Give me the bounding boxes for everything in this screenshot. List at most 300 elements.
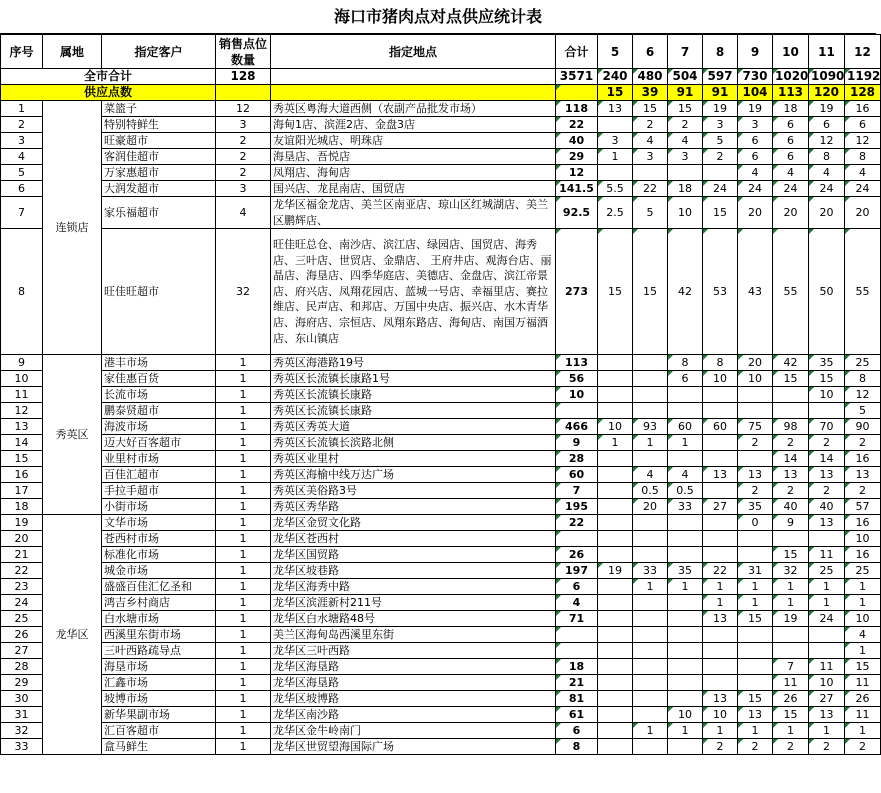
month-value-cell[interactable]: 10: [809, 675, 845, 691]
month-value-cell[interactable]: [809, 531, 845, 547]
month-value-cell[interactable]: 4: [738, 165, 773, 181]
month-value-cell[interactable]: 5: [845, 403, 881, 419]
month-value-cell[interactable]: 13: [703, 691, 738, 707]
row-number-cell[interactable]: 25: [1, 611, 43, 627]
month-value-cell[interactable]: 3: [738, 117, 773, 133]
client-cell[interactable]: 鹏泰贤超市: [102, 403, 216, 419]
sum-cell[interactable]: [556, 627, 598, 643]
month-value-cell[interactable]: [633, 451, 668, 467]
month-value-cell[interactable]: [668, 451, 703, 467]
points-cell[interactable]: 1: [216, 611, 271, 627]
month-value-cell[interactable]: 26: [845, 691, 881, 707]
month-value-cell[interactable]: [633, 643, 668, 659]
month-value-cell[interactable]: 70: [809, 419, 845, 435]
points-cell[interactable]: 1: [216, 419, 271, 435]
points-cell[interactable]: 2: [216, 133, 271, 149]
points-cell[interactable]: 2: [216, 149, 271, 165]
month-value-cell[interactable]: 11: [845, 707, 881, 723]
month-value-cell[interactable]: 10: [845, 611, 881, 627]
month-value-cell[interactable]: 2: [845, 739, 881, 755]
month-value-cell[interactable]: 5.5: [598, 181, 633, 197]
month-value-cell[interactable]: 6: [773, 117, 809, 133]
month-value-cell[interactable]: 27: [809, 691, 845, 707]
location-cell[interactable]: 龙华区世贸望海国际广场: [271, 739, 556, 755]
header-cell[interactable]: 6: [633, 35, 668, 69]
month-value-cell[interactable]: 16: [845, 547, 881, 563]
month-value-cell[interactable]: 1: [845, 579, 881, 595]
month-value-cell[interactable]: 2: [703, 739, 738, 755]
points-cell[interactable]: 1: [216, 387, 271, 403]
month-value-cell[interactable]: 1: [703, 723, 738, 739]
month-value-cell[interactable]: 1: [633, 435, 668, 451]
month-value-cell[interactable]: 15: [738, 691, 773, 707]
location-cell[interactable]: 龙华区南沙路: [271, 707, 556, 723]
row-number-cell[interactable]: 22: [1, 563, 43, 579]
supply-points-value[interactable]: 113: [773, 85, 809, 101]
month-value-cell[interactable]: [633, 387, 668, 403]
supply-points-value[interactable]: 120: [809, 85, 845, 101]
points-cell[interactable]: 1: [216, 435, 271, 451]
month-value-cell[interactable]: 22: [703, 563, 738, 579]
month-value-cell[interactable]: 3: [633, 149, 668, 165]
month-value-cell[interactable]: 10: [668, 707, 703, 723]
client-cell[interactable]: 百佳汇超市: [102, 467, 216, 483]
city-total-sum[interactable]: 3571: [556, 69, 598, 85]
sum-cell[interactable]: 21: [556, 675, 598, 691]
month-value-cell[interactable]: 1: [668, 579, 703, 595]
month-value-cell[interactable]: 10: [845, 531, 881, 547]
row-number-cell[interactable]: 15: [1, 451, 43, 467]
city-total-value[interactable]: 1192: [845, 69, 881, 85]
month-value-cell[interactable]: 10: [809, 387, 845, 403]
month-value-cell[interactable]: [598, 643, 633, 659]
month-value-cell[interactable]: 2: [845, 483, 881, 499]
header-cell[interactable]: 10: [773, 35, 809, 69]
month-value-cell[interactable]: 4: [633, 467, 668, 483]
month-value-cell[interactable]: 2: [668, 117, 703, 133]
month-value-cell[interactable]: [668, 643, 703, 659]
header-cell[interactable]: 9: [738, 35, 773, 69]
month-value-cell[interactable]: 11: [845, 675, 881, 691]
location-cell[interactable]: 秀英区长流镇长康路1号: [271, 371, 556, 387]
month-value-cell[interactable]: 24: [773, 181, 809, 197]
month-value-cell[interactable]: [668, 547, 703, 563]
month-value-cell[interactable]: [773, 531, 809, 547]
month-value-cell[interactable]: 9: [773, 515, 809, 531]
location-cell[interactable]: 国兴店、龙昆南店、国贸店: [271, 181, 556, 197]
city-total-label[interactable]: 全市合计: [1, 69, 216, 85]
row-number-cell[interactable]: 21: [1, 547, 43, 563]
location-cell[interactable]: 龙华区坡巷路: [271, 563, 556, 579]
month-value-cell[interactable]: 13: [773, 467, 809, 483]
month-value-cell[interactable]: [773, 627, 809, 643]
month-value-cell[interactable]: 1: [845, 723, 881, 739]
header-cell[interactable]: 属地: [43, 35, 102, 69]
location-cell[interactable]: 龙华区白水塘路48号: [271, 611, 556, 627]
row-number-cell[interactable]: 6: [1, 181, 43, 197]
month-value-cell[interactable]: [703, 515, 738, 531]
month-value-cell[interactable]: 13: [703, 611, 738, 627]
location-cell[interactable]: 秀英区美俗路3号: [271, 483, 556, 499]
client-cell[interactable]: 迈大好百客超市: [102, 435, 216, 451]
month-value-cell[interactable]: 2: [809, 435, 845, 451]
month-value-cell[interactable]: 10: [598, 419, 633, 435]
month-value-cell[interactable]: 90: [845, 419, 881, 435]
month-value-cell[interactable]: 1: [703, 595, 738, 611]
points-cell[interactable]: 1: [216, 483, 271, 499]
month-value-cell[interactable]: [598, 355, 633, 371]
month-value-cell[interactable]: 7: [773, 659, 809, 675]
points-cell[interactable]: 1: [216, 691, 271, 707]
location-cell[interactable]: 龙华区坡博路: [271, 691, 556, 707]
month-value-cell[interactable]: 5: [633, 197, 668, 229]
month-value-cell[interactable]: 19: [773, 611, 809, 627]
district-cell[interactable]: 秀英区: [43, 355, 102, 515]
sum-cell[interactable]: 18: [556, 659, 598, 675]
month-value-cell[interactable]: 13: [809, 707, 845, 723]
city-total-value[interactable]: 1020: [773, 69, 809, 85]
month-value-cell[interactable]: 42: [773, 355, 809, 371]
client-cell[interactable]: 汇百客超市: [102, 723, 216, 739]
month-value-cell[interactable]: 18: [773, 101, 809, 117]
month-value-cell[interactable]: 19: [598, 563, 633, 579]
points-cell[interactable]: 1: [216, 531, 271, 547]
district-cell[interactable]: 连锁店: [43, 101, 102, 355]
month-value-cell[interactable]: 22: [633, 181, 668, 197]
header-cell[interactable]: 指定客户: [102, 35, 216, 69]
sum-cell[interactable]: 197: [556, 563, 598, 579]
month-value-cell[interactable]: 2.5: [598, 197, 633, 229]
month-value-cell[interactable]: 93: [633, 419, 668, 435]
month-value-cell[interactable]: [738, 451, 773, 467]
points-cell[interactable]: 1: [216, 707, 271, 723]
month-value-cell[interactable]: [598, 483, 633, 499]
month-value-cell[interactable]: 20: [738, 197, 773, 229]
client-cell[interactable]: 海波市场: [102, 419, 216, 435]
month-value-cell[interactable]: 12: [845, 133, 881, 149]
month-value-cell[interactable]: [809, 643, 845, 659]
month-value-cell[interactable]: 2: [809, 483, 845, 499]
points-cell[interactable]: 12: [216, 101, 271, 117]
sum-cell[interactable]: 10: [556, 387, 598, 403]
month-value-cell[interactable]: 1: [773, 595, 809, 611]
month-value-cell[interactable]: 5: [703, 133, 738, 149]
month-value-cell[interactable]: 2: [633, 117, 668, 133]
month-value-cell[interactable]: 11: [809, 659, 845, 675]
sum-cell[interactable]: 6: [556, 723, 598, 739]
points-cell[interactable]: 1: [216, 675, 271, 691]
row-number-cell[interactable]: 13: [1, 419, 43, 435]
points-cell[interactable]: 1: [216, 451, 271, 467]
month-value-cell[interactable]: 4: [773, 165, 809, 181]
sum-cell[interactable]: 113: [556, 355, 598, 371]
points-cell[interactable]: 3: [216, 181, 271, 197]
client-cell[interactable]: 三叶西路疏导点: [102, 643, 216, 659]
month-value-cell[interactable]: [598, 739, 633, 755]
client-cell[interactable]: 万家惠超市: [102, 165, 216, 181]
month-value-cell[interactable]: [598, 707, 633, 723]
supply-points-value[interactable]: 15: [598, 85, 633, 101]
client-cell[interactable]: 大润发超市: [102, 181, 216, 197]
month-value-cell[interactable]: [738, 627, 773, 643]
month-value-cell[interactable]: [703, 547, 738, 563]
month-value-cell[interactable]: 0.5: [668, 483, 703, 499]
month-value-cell[interactable]: 10: [668, 197, 703, 229]
month-value-cell[interactable]: 27: [703, 499, 738, 515]
month-value-cell[interactable]: 0: [738, 515, 773, 531]
month-value-cell[interactable]: 13: [809, 467, 845, 483]
month-value-cell[interactable]: [633, 403, 668, 419]
month-value-cell[interactable]: [633, 627, 668, 643]
supply-points-value[interactable]: 91: [668, 85, 703, 101]
month-value-cell[interactable]: [598, 691, 633, 707]
month-value-cell[interactable]: 10: [703, 371, 738, 387]
month-value-cell[interactable]: 1: [738, 723, 773, 739]
location-cell[interactable]: 龙华区金贸文化路: [271, 515, 556, 531]
month-value-cell[interactable]: [703, 659, 738, 675]
month-value-cell[interactable]: [668, 595, 703, 611]
sum-cell[interactable]: [556, 531, 598, 547]
month-value-cell[interactable]: 13: [809, 515, 845, 531]
month-value-cell[interactable]: 19: [809, 101, 845, 117]
month-value-cell[interactable]: 11: [773, 675, 809, 691]
month-value-cell[interactable]: 19: [738, 101, 773, 117]
month-value-cell[interactable]: 53: [703, 229, 738, 355]
month-value-cell[interactable]: 40: [809, 499, 845, 515]
month-value-cell[interactable]: 19: [703, 101, 738, 117]
header-cell[interactable]: 5: [598, 35, 633, 69]
location-cell[interactable]: 秀英区长流镇长康路: [271, 387, 556, 403]
month-value-cell[interactable]: [598, 403, 633, 419]
row-number-cell[interactable]: 10: [1, 371, 43, 387]
location-cell[interactable]: 龙华区海垦路: [271, 659, 556, 675]
supply-points-label[interactable]: 供应点数: [1, 85, 216, 101]
points-cell[interactable]: 1: [216, 499, 271, 515]
month-value-cell[interactable]: 98: [773, 419, 809, 435]
sum-cell[interactable]: 28: [556, 451, 598, 467]
month-value-cell[interactable]: 10: [703, 707, 738, 723]
row-number-cell[interactable]: 24: [1, 595, 43, 611]
month-value-cell[interactable]: 2: [773, 483, 809, 499]
month-value-cell[interactable]: [738, 403, 773, 419]
month-value-cell[interactable]: 1: [845, 643, 881, 659]
month-value-cell[interactable]: [633, 595, 668, 611]
row-number-cell[interactable]: 1: [1, 101, 43, 117]
month-value-cell[interactable]: 1: [773, 579, 809, 595]
empty-cell[interactable]: [556, 85, 598, 101]
client-cell[interactable]: 海垦市场: [102, 659, 216, 675]
location-cell[interactable]: 秀英区长流镇长滨路北侧: [271, 435, 556, 451]
row-number-cell[interactable]: 29: [1, 675, 43, 691]
month-value-cell[interactable]: 8: [845, 149, 881, 165]
header-cell[interactable]: 合计: [556, 35, 598, 69]
month-value-cell[interactable]: [738, 643, 773, 659]
month-value-cell[interactable]: 33: [633, 563, 668, 579]
month-value-cell[interactable]: 6: [773, 133, 809, 149]
location-cell[interactable]: 龙华区滨涯新村211号: [271, 595, 556, 611]
points-cell[interactable]: 1: [216, 627, 271, 643]
month-value-cell[interactable]: 8: [668, 355, 703, 371]
month-value-cell[interactable]: 1: [738, 579, 773, 595]
month-value-cell[interactable]: [633, 611, 668, 627]
month-value-cell[interactable]: [598, 515, 633, 531]
client-cell[interactable]: 城金市场: [102, 563, 216, 579]
month-value-cell[interactable]: 60: [668, 419, 703, 435]
sum-cell[interactable]: 60: [556, 467, 598, 483]
client-cell[interactable]: 旺佳旺超市: [102, 229, 216, 355]
month-value-cell[interactable]: 60: [703, 419, 738, 435]
month-value-cell[interactable]: 1: [703, 579, 738, 595]
month-value-cell[interactable]: [738, 387, 773, 403]
month-value-cell[interactable]: 13: [598, 101, 633, 117]
month-value-cell[interactable]: 20: [809, 197, 845, 229]
month-value-cell[interactable]: 20: [773, 197, 809, 229]
row-number-cell[interactable]: 32: [1, 723, 43, 739]
location-cell[interactable]: 龙华区三叶西路: [271, 643, 556, 659]
month-value-cell[interactable]: 6: [668, 371, 703, 387]
row-number-cell[interactable]: 23: [1, 579, 43, 595]
month-value-cell[interactable]: 13: [738, 707, 773, 723]
client-cell[interactable]: 文华市场: [102, 515, 216, 531]
location-cell[interactable]: 秀英区海榆中线万达广场: [271, 467, 556, 483]
supply-points-value[interactable]: 104: [738, 85, 773, 101]
row-number-cell[interactable]: 9: [1, 355, 43, 371]
points-cell[interactable]: 3: [216, 117, 271, 133]
month-value-cell[interactable]: 1: [738, 595, 773, 611]
supply-points-value[interactable]: 39: [633, 85, 668, 101]
points-cell[interactable]: 1: [216, 355, 271, 371]
month-value-cell[interactable]: 2: [845, 435, 881, 451]
month-value-cell[interactable]: [598, 531, 633, 547]
points-cell[interactable]: 1: [216, 467, 271, 483]
month-value-cell[interactable]: 42: [668, 229, 703, 355]
month-value-cell[interactable]: 1: [773, 723, 809, 739]
points-cell[interactable]: 1: [216, 643, 271, 659]
month-value-cell[interactable]: 25: [845, 355, 881, 371]
row-number-cell[interactable]: 7: [1, 197, 43, 229]
client-cell[interactable]: 鸿吉乡村商店: [102, 595, 216, 611]
header-cell[interactable]: 指定地点: [271, 35, 556, 69]
month-value-cell[interactable]: [738, 547, 773, 563]
location-cell[interactable]: 龙华区海秀中路: [271, 579, 556, 595]
header-cell[interactable]: 12: [845, 35, 881, 69]
month-value-cell[interactable]: [668, 691, 703, 707]
month-value-cell[interactable]: [738, 659, 773, 675]
month-value-cell[interactable]: [703, 451, 738, 467]
month-value-cell[interactable]: 55: [845, 229, 881, 355]
month-value-cell[interactable]: 20: [845, 197, 881, 229]
location-cell[interactable]: 旺佳旺总仓、南沙店、滨江店、绿园店、国贸店、海秀店、三叶店、世贸店、金鼎店、 王府井店、观海台店、丽晶店、海垦店、四季华庭店、美德店、金盘店、滨江帝景店、府兴店、凤翔花园店、蓝城一号店、幸福里店、赛拉维店、民声店、和邦店、万国中央店、振兴店、水木青华店、海府店、宗恒店、凤翔东路店、海甸店、南国万福酒店、东山镇店: [271, 229, 556, 355]
row-number-cell[interactable]: 8: [1, 229, 43, 355]
client-cell[interactable]: 长流市场: [102, 387, 216, 403]
month-value-cell[interactable]: 4: [633, 133, 668, 149]
district-cell[interactable]: 龙华区: [43, 515, 102, 755]
client-cell[interactable]: 港丰市场: [102, 355, 216, 371]
sum-cell[interactable]: 12: [556, 165, 598, 181]
month-value-cell[interactable]: 1: [633, 579, 668, 595]
month-value-cell[interactable]: 2: [738, 739, 773, 755]
points-cell[interactable]: 1: [216, 403, 271, 419]
month-value-cell[interactable]: [703, 403, 738, 419]
month-value-cell[interactable]: 6: [809, 117, 845, 133]
month-value-cell[interactable]: [668, 627, 703, 643]
month-value-cell[interactable]: [633, 355, 668, 371]
location-cell[interactable]: 秀英区秀英大道: [271, 419, 556, 435]
row-number-cell[interactable]: 3: [1, 133, 43, 149]
row-number-cell[interactable]: 17: [1, 483, 43, 499]
month-value-cell[interactable]: [598, 165, 633, 181]
month-value-cell[interactable]: [773, 403, 809, 419]
sum-cell[interactable]: 4: [556, 595, 598, 611]
header-cell[interactable]: 序号: [1, 35, 43, 69]
client-cell[interactable]: 旺豪超市: [102, 133, 216, 149]
month-value-cell[interactable]: 4: [668, 467, 703, 483]
month-value-cell[interactable]: 0.5: [633, 483, 668, 499]
points-cell[interactable]: 1: [216, 595, 271, 611]
sum-cell[interactable]: 118: [556, 101, 598, 117]
month-value-cell[interactable]: [703, 675, 738, 691]
month-value-cell[interactable]: [598, 117, 633, 133]
month-value-cell[interactable]: [633, 739, 668, 755]
month-value-cell[interactable]: [598, 675, 633, 691]
sum-cell[interactable]: 61: [556, 707, 598, 723]
month-value-cell[interactable]: 24: [809, 181, 845, 197]
client-cell[interactable]: 菜篮子: [102, 101, 216, 117]
month-value-cell[interactable]: [703, 387, 738, 403]
city-total-value[interactable]: 504: [668, 69, 703, 85]
month-value-cell[interactable]: [598, 723, 633, 739]
month-value-cell[interactable]: 12: [845, 387, 881, 403]
month-value-cell[interactable]: 1: [598, 149, 633, 165]
month-value-cell[interactable]: 20: [633, 499, 668, 515]
month-value-cell[interactable]: [598, 579, 633, 595]
month-value-cell[interactable]: [633, 707, 668, 723]
row-number-cell[interactable]: 12: [1, 403, 43, 419]
month-value-cell[interactable]: 6: [845, 117, 881, 133]
sum-cell[interactable]: 56: [556, 371, 598, 387]
month-value-cell[interactable]: [809, 403, 845, 419]
location-cell[interactable]: 友谊阳光城店、明珠店: [271, 133, 556, 149]
month-value-cell[interactable]: 75: [738, 419, 773, 435]
empty-cell[interactable]: [271, 85, 556, 101]
month-value-cell[interactable]: [703, 531, 738, 547]
sum-cell[interactable]: 92.5: [556, 197, 598, 229]
client-cell[interactable]: 盛盛百佳汇亿圣和: [102, 579, 216, 595]
points-cell[interactable]: 4: [216, 197, 271, 229]
month-value-cell[interactable]: 12: [809, 133, 845, 149]
month-value-cell[interactable]: [598, 627, 633, 643]
month-value-cell[interactable]: [633, 515, 668, 531]
city-total-value[interactable]: 597: [703, 69, 738, 85]
month-value-cell[interactable]: 18: [668, 181, 703, 197]
city-total-value[interactable]: 730: [738, 69, 773, 85]
month-value-cell[interactable]: 4: [845, 165, 881, 181]
sum-cell[interactable]: 26: [556, 547, 598, 563]
month-value-cell[interactable]: 15: [598, 229, 633, 355]
month-value-cell[interactable]: 13: [845, 467, 881, 483]
month-value-cell[interactable]: [703, 435, 738, 451]
month-value-cell[interactable]: 43: [738, 229, 773, 355]
sum-cell[interactable]: 22: [556, 515, 598, 531]
client-cell[interactable]: 盒马鲜生: [102, 739, 216, 755]
month-value-cell[interactable]: [598, 659, 633, 675]
month-value-cell[interactable]: [598, 467, 633, 483]
month-value-cell[interactable]: 26: [773, 691, 809, 707]
row-number-cell[interactable]: 5: [1, 165, 43, 181]
sum-cell[interactable]: 195: [556, 499, 598, 515]
sum-cell[interactable]: 40: [556, 133, 598, 149]
month-value-cell[interactable]: [598, 499, 633, 515]
